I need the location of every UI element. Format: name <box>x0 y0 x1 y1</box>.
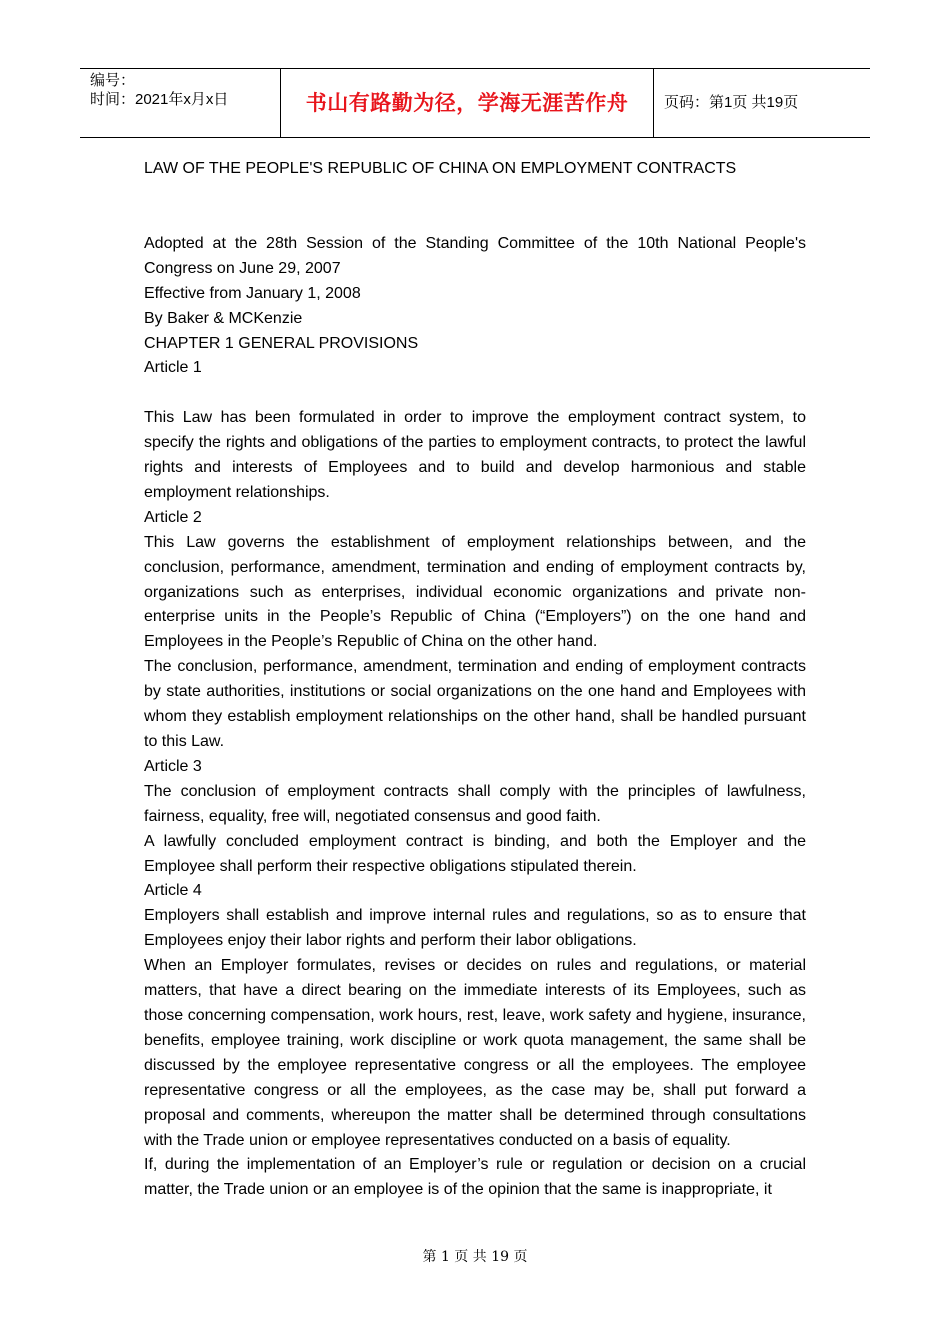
header-motto: 书山有路勤为径，学海无涯苦作舟 <box>305 91 629 115</box>
header-motto-cell <box>280 69 654 137</box>
document-paragraph: Article 1 <box>144 359 202 377</box>
document-paragraph: This Law governs the establishment of employment relationships between, and the conclusion, performance, amendment, termination and ending of employment contracts by, organizations such as enterprises, individual economic organizations and private non-enterprise units in the People’s Republic of China (“Employers”) on the one hand and Employees in the People’s Republic of China on the other hand. <box>144 533 806 651</box>
serial-label: 编号： <box>90 72 136 89</box>
header-left-cell <box>80 69 280 137</box>
document-paragraph: If, during the implementation of an Employer’s rule or regulation or decision on a crucial matter, the Trade union or an employee is of the opinion that the same is inappropriate, it <box>144 1156 806 1199</box>
document-lines <box>144 232 806 1203</box>
document-paragraph: The conclusion, performance, amendment, termination and ending of employment contracts by state authorities, institutions or social organizations on the one hand and Employees with whom they establish employment relationships on the other hand, shall be handled pursuant to this Law. <box>144 658 806 751</box>
document-paragraph: Adopted at the 28th Session of the Standing Committee of the 10th National People's Congress on June 29, 2007 <box>144 234 806 277</box>
header-page-info: 页码：第1页 共19页 <box>664 94 799 111</box>
document-paragraph: The conclusion of employment contracts shall comply with the principles of lawfulness, fairness, equality, free will, negotiated consensus and good faith. <box>144 782 806 825</box>
document-paragraph <box>144 381 806 406</box>
document-paragraph: Article 2 <box>144 508 202 526</box>
document-paragraph: By Baker & MCKenzie <box>144 309 303 327</box>
document-paragraph: This Law has been formulated in order to improve the employment contract system, to specify the rights and obligations of the parties to employment contracts, to protect the lawful rights and interests of Employees and to build and develop harmonious and stable employment relationships. <box>144 409 806 501</box>
document-paragraph: Article 3 <box>144 757 202 775</box>
page-footer: 第 1 页 共 19 页 <box>422 1249 528 1265</box>
title-spacer <box>144 182 806 232</box>
document-body <box>144 157 806 1203</box>
page-header <box>80 68 870 138</box>
document-paragraph: Effective from January 1, 2008 <box>144 284 361 302</box>
document-paragraph: When an Employer formulates, revises or decides on rules and regulations, or material matters, that have a direct bearing on the immediate interests of its Employees, such as those concerning compensation, work hours, rest, leave, work safety and hygiene, insurance, benefits, employee training, work discipline or work quota management, the same shall be discussed by the employee representative congress or all the employees. The employee representative congress or all the employees, as the case may be, shall put forward a proposal and comments, whereupon the matter shall be determined through consultations with the Trade union or employee representatives conducted on a basis of equality. <box>144 957 806 1149</box>
document-paragraph: Article 4 <box>144 882 202 900</box>
document-paragraph: CHAPTER 1 GENERAL PROVISIONS <box>144 334 419 352</box>
document-paragraph: Employers shall establish and improve internal rules and regulations, so as to ensure that Employees enjoy their labor rights and perform their labor obligations. <box>144 907 806 950</box>
document-paragraph: A lawfully concluded employment contract is binding, and both the Employer and the Employee shall perform their respective obligations stipulated therein. <box>144 832 806 875</box>
document-title: LAW OF THE PEOPLE'S REPUBLIC OF CHINA ON EMPLOYMENT CONTRACTS <box>144 160 737 177</box>
time-label: 时间：2021年x月x日 <box>90 91 229 108</box>
